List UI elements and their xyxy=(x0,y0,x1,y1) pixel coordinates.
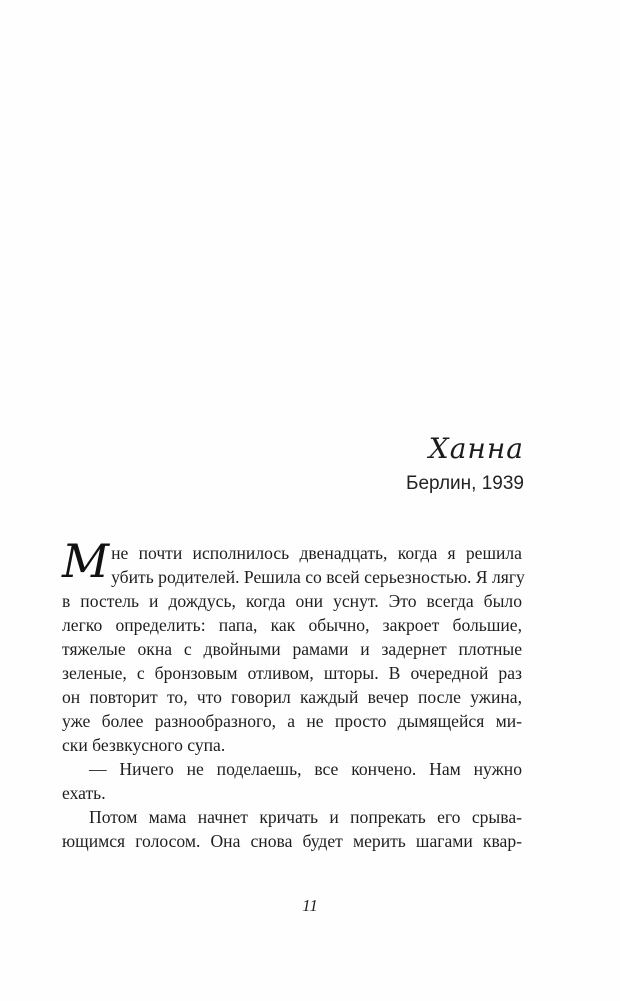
chapter-title: Ханна xyxy=(428,432,524,465)
text-line-5: тяжелые окна с двойными рамами и задернет плотные xyxy=(62,639,522,659)
text-line-6: зеленые, с бронзовым отливом, шторы. В очередной раз xyxy=(62,663,522,683)
body-text xyxy=(62,534,525,853)
text-line-11: ехать. xyxy=(62,783,106,803)
chapter-heading xyxy=(406,432,524,496)
text-line-10: — Ничего не поделаешь, все кончено. Нам нужно xyxy=(89,759,522,779)
page-number: 11 xyxy=(302,896,318,915)
text-line-3: в постель и дождусь, когда они уснут. Это всегда было xyxy=(62,591,522,611)
text-line-4: легко определить: папа, как обычно, закроет большие, xyxy=(62,615,522,635)
text-line-13: ющимся голосом. Она снова будет мерить шагами квар- xyxy=(62,831,522,851)
chapter-place-date: Берлин, 1939 xyxy=(406,473,524,494)
drop-cap: М xyxy=(62,534,110,588)
text-line-1-content: не почти исполнилось двенадцать, когда я решила xyxy=(111,543,522,563)
text-line-8: уже более разнообразного, а не просто дымящейся ми- xyxy=(62,711,522,731)
text-line-2: убить родителей. Решила со всей серьезностью. Я лягу xyxy=(111,567,525,587)
text-line-12: Потом мама начнет кричать и попрекать его срыва- xyxy=(89,807,522,827)
text-line-7: он повторит то, что говорил каждый вечер после ужина, xyxy=(62,687,522,707)
text-line-9: ски безвкусного супа. xyxy=(62,735,226,755)
